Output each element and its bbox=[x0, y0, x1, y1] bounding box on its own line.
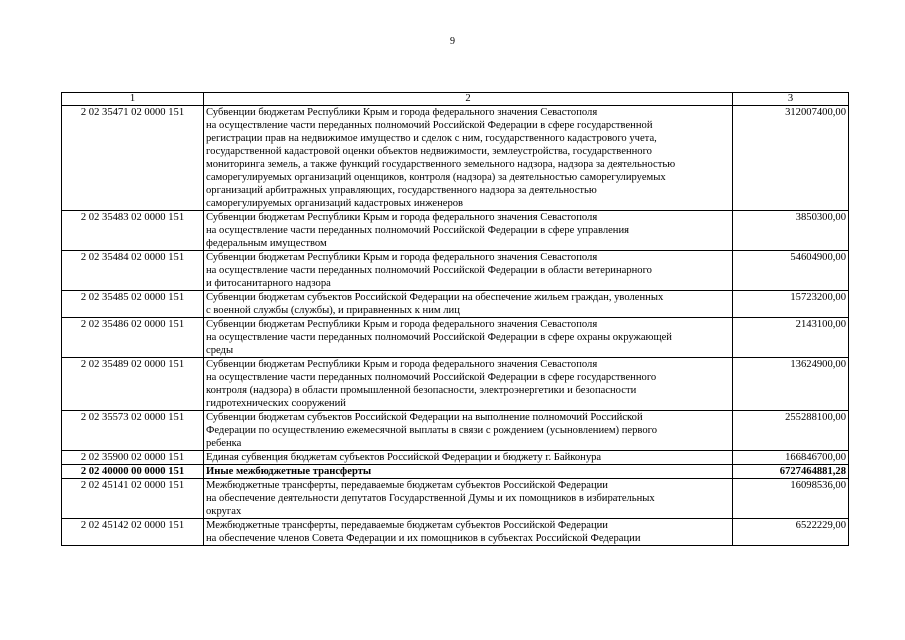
column-header-description: 2 bbox=[204, 93, 733, 106]
description-line: саморегулируемых организаций кадастровых инженеров bbox=[206, 198, 464, 209]
table-row bbox=[62, 479, 849, 519]
description-line: и фитосанитарного надзора bbox=[206, 278, 331, 289]
description-line: на осуществление части переданных полномочий Российской Федерации в сфере государственной bbox=[206, 120, 653, 131]
row-amount: 166846700,00 bbox=[733, 451, 849, 465]
description-line: саморегулируемых организаций оценщиков, контроля (надзора) за деятельностью саморегулируемых bbox=[206, 172, 666, 183]
table-row bbox=[62, 318, 849, 358]
row-description bbox=[204, 465, 733, 479]
table-row bbox=[62, 211, 849, 251]
column-header-amount: 3 bbox=[733, 93, 849, 106]
row-description bbox=[204, 479, 733, 519]
description-line: федеральным имуществом bbox=[206, 238, 327, 249]
row-amount: 3850300,00 bbox=[733, 211, 849, 251]
description-line: на обеспечение членов Совета Федерации и их помощников в субъектах Российской Федерации bbox=[206, 533, 641, 544]
description-line: контроля (надзора) в области промышленной безопасности, электроэнергетики и безопасности bbox=[206, 385, 637, 396]
row-amount: 13624900,00 bbox=[733, 358, 849, 411]
budget-code: 2 02 35489 02 0000 151 bbox=[62, 358, 204, 411]
budget-code: 2 02 35486 02 0000 151 bbox=[62, 318, 204, 358]
description-line: Субвенции бюджетам Республики Крым и города федерального значения Севастополя bbox=[206, 319, 598, 330]
table-row bbox=[62, 465, 849, 479]
budget-code: 2 02 35900 02 0000 151 bbox=[62, 451, 204, 465]
table-body bbox=[62, 106, 849, 546]
description-line: с военной службы (службы), и приравненных к ним лиц bbox=[206, 305, 460, 316]
row-amount: 2143100,00 bbox=[733, 318, 849, 358]
header-row bbox=[62, 93, 849, 106]
row-amount: 6727464881,28 bbox=[733, 465, 849, 479]
budget-code: 2 02 40000 00 0000 151 bbox=[62, 465, 204, 479]
row-description bbox=[204, 358, 733, 411]
budget-code: 2 02 35485 02 0000 151 bbox=[62, 291, 204, 318]
description-line: Субвенции бюджетам Республики Крым и города федерального значения Севастополя bbox=[206, 212, 598, 223]
description-line: на осуществление части переданных полномочий Российской Федерации в области ветеринарного bbox=[206, 265, 652, 276]
row-amount: 16098536,00 bbox=[733, 479, 849, 519]
budget-code: 2 02 35484 02 0000 151 bbox=[62, 251, 204, 291]
budget-code: 2 02 45141 02 0000 151 bbox=[62, 479, 204, 519]
description-line: Субвенции бюджетам субъектов Российской Федерации на обеспечение жильем граждан, уволенных bbox=[206, 292, 664, 303]
description-line: Субвенции бюджетам субъектов Российской Федерации на выполнение полномочий Российской bbox=[206, 412, 643, 423]
description-line: на осуществление части переданных полномочий Российской Федерации в сфере управления bbox=[206, 225, 630, 236]
row-description bbox=[204, 211, 733, 251]
row-description bbox=[204, 318, 733, 358]
description-line: мониторинга земель, а также функций государственного земельного надзора, надзора за деятельностью bbox=[206, 159, 676, 170]
row-description bbox=[204, 451, 733, 465]
column-header-code: 1 bbox=[62, 93, 204, 106]
row-amount: 54604900,00 bbox=[733, 251, 849, 291]
row-description bbox=[204, 251, 733, 291]
row-amount: 312007400,00 bbox=[733, 106, 849, 211]
row-description bbox=[204, 106, 733, 211]
description-line: Федерации по осуществлению ежемесячной выплаты в связи с рождением (усыновлением) первого bbox=[206, 425, 657, 436]
table-row bbox=[62, 106, 849, 211]
table-row bbox=[62, 251, 849, 291]
description-line: среды bbox=[206, 345, 234, 356]
description-line: на обеспечение деятельности депутатов Государственной Думы и их помощников в избирательных bbox=[206, 493, 655, 504]
description-line: Межбюджетные трансферты, передаваемые бюджетам субъектов Российской Федерации bbox=[206, 480, 608, 491]
description-line: округах bbox=[206, 506, 242, 517]
description-line: на осуществление части переданных полномочий Российской Федерации в сфере государственного bbox=[206, 372, 657, 383]
table-row bbox=[62, 358, 849, 411]
budget-table bbox=[61, 92, 849, 546]
row-description bbox=[204, 291, 733, 318]
row-description bbox=[204, 411, 733, 451]
budget-code: 2 02 35573 02 0000 151 bbox=[62, 411, 204, 451]
row-amount: 15723200,00 bbox=[733, 291, 849, 318]
table-row bbox=[62, 411, 849, 451]
description-line: Субвенции бюджетам Республики Крым и города федерального значения Севастополя bbox=[206, 252, 598, 263]
row-amount: 6522229,00 bbox=[733, 519, 849, 546]
table-row bbox=[62, 451, 849, 465]
table-row bbox=[62, 291, 849, 318]
row-amount: 255288100,00 bbox=[733, 411, 849, 451]
description-line: Субвенции бюджетам Республики Крым и города федерального значения Севастополя bbox=[206, 107, 598, 118]
row-description bbox=[204, 519, 733, 546]
table-row bbox=[62, 519, 849, 546]
budget-code: 2 02 35483 02 0000 151 bbox=[62, 211, 204, 251]
description-line: Субвенции бюджетам Республики Крым и города федерального значения Севастополя bbox=[206, 359, 598, 370]
page-number: 9 bbox=[450, 36, 455, 47]
description-line: государственной кадастровой оценки объектов недвижимости, землеустройства, государственного bbox=[206, 146, 652, 157]
description-line: гидротехнических сооружений bbox=[206, 398, 346, 409]
description-line: организаций арбитражных управляющих, государственного надзора за деятельностью bbox=[206, 185, 597, 196]
budget-code: 2 02 35471 02 0000 151 bbox=[62, 106, 204, 211]
description-line: Межбюджетные трансферты, передаваемые бюджетам субъектов Российской Федерации bbox=[206, 520, 608, 531]
description-line: Иные межбюджетные трансферты bbox=[206, 466, 372, 477]
budget-code: 2 02 45142 02 0000 151 bbox=[62, 519, 204, 546]
description-line: на осуществление части переданных полномочий Российской Федерации в сфере охраны окружающей bbox=[206, 332, 672, 343]
description-line: регистрации прав на недвижимое имущество и сделок с ним, государственного кадастрового учета, bbox=[206, 133, 657, 144]
description-line: ребенка bbox=[206, 438, 242, 449]
description-line: Единая субвенция бюджетам субъектов Российской Федерации и бюджету г. Байконура bbox=[206, 452, 602, 463]
